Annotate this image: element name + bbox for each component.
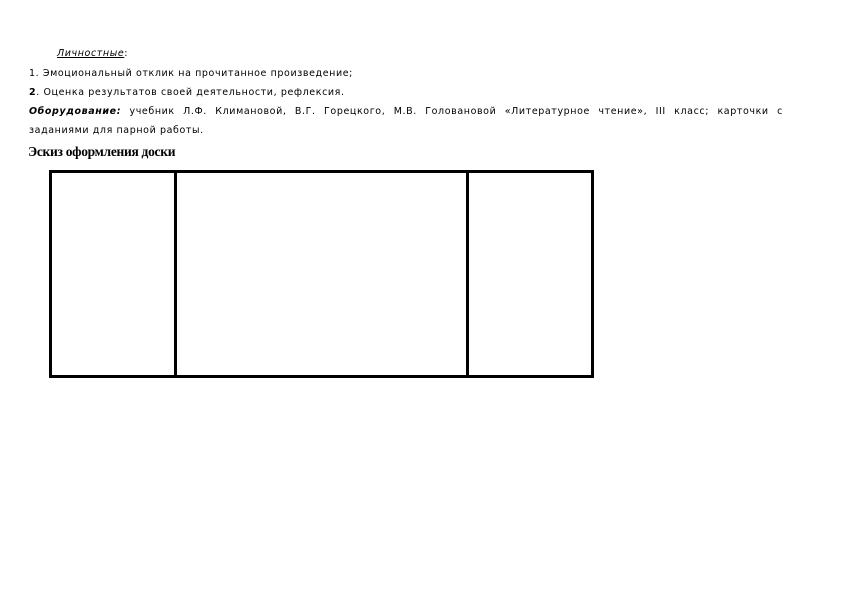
personal-item-2-text: . Оценка результатов своей деятельности, рефлексия. [36,87,345,98]
personal-results-title: Личностные [57,48,125,59]
equipment-word: М.В. [393,106,417,117]
equipment-word: чтение», [598,106,648,117]
equipment-word: учебник [129,106,175,117]
board-sketch-title: Эскиз оформления доски [28,144,176,159]
personal-item-2-number: 2 [29,87,37,98]
equipment-word: III [655,106,666,117]
personal-item-2 [29,87,345,99]
board-right-panel [469,173,591,375]
personal-results-colon: : [124,48,129,59]
equipment-word: Головановой [425,106,497,117]
personal-item-1-number: 1. [29,68,40,79]
equipment-word: Горецкого, [324,106,386,117]
equipment-continuation: заданиями для парной работы. [29,125,204,136]
equipment-word: «Литературное [504,106,590,117]
equipment-word: класс; [674,106,710,117]
equipment-word: Л.Ф. [183,106,207,117]
board-left-panel [52,173,177,375]
equipment-line [29,106,783,118]
equipment-word: В.Г. [294,106,316,117]
board-center-panel [177,173,469,375]
equipment-word: Климановой, [215,106,287,117]
equipment-word: карточки [717,106,769,117]
personal-item-1 [29,68,353,80]
equipment-label: Оборудование: [29,106,122,117]
equipment-word: с [777,106,783,117]
personal-results-heading [57,48,128,60]
board-sketch [49,170,594,378]
personal-item-1-text: Эмоциональный отклик на прочитанное произведение; [42,68,353,79]
